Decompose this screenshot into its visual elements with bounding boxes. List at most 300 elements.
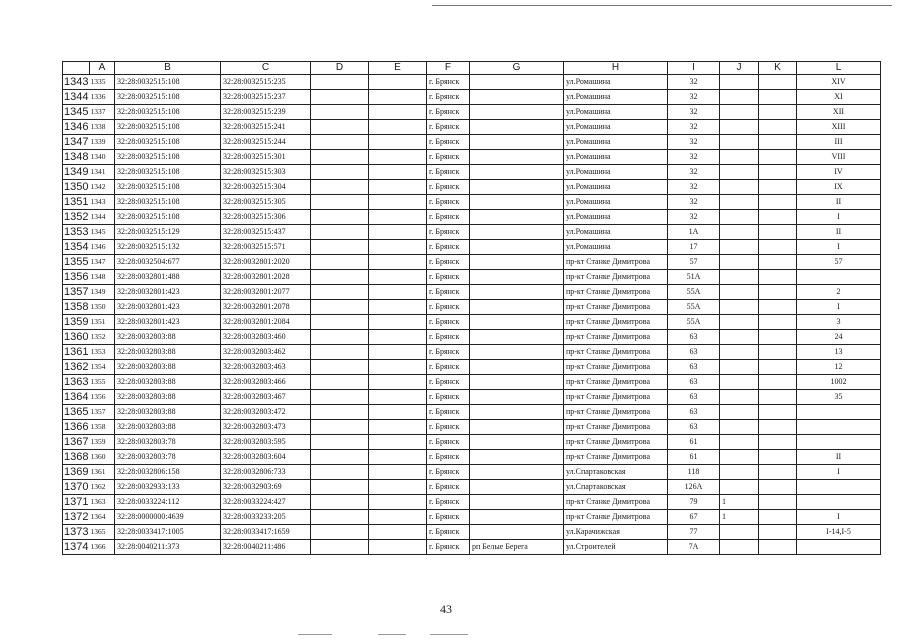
column-header-a[interactable]: A <box>89 62 114 75</box>
cell-d[interactable] <box>310 390 368 405</box>
cell-b[interactable]: 32:28:0032515:129 <box>114 225 220 240</box>
cell-a[interactable]: 1344 <box>89 210 114 225</box>
cell-f[interactable]: г. Брянск <box>426 360 469 375</box>
column-header[interactable]: F <box>426 62 469 75</box>
cell-j[interactable] <box>719 150 758 165</box>
cell-b[interactable]: 32:28:0032515:108 <box>114 165 220 180</box>
row-number[interactable]: 1350 <box>64 181 89 193</box>
cell-c[interactable]: 32:28:0032515:304 <box>220 180 310 195</box>
cell-l[interactable]: II <box>796 195 880 210</box>
cell-h[interactable]: пр-кт Станке Димитрова <box>563 270 667 285</box>
cell-d[interactable] <box>310 450 368 465</box>
cell-a[interactable]: 1360 <box>89 450 114 465</box>
row-number[interactable]: 1367 <box>64 436 89 448</box>
cell-d[interactable] <box>310 270 368 285</box>
cell-b[interactable]: 32:28:0032803:88 <box>114 330 220 345</box>
cell-h[interactable]: ул.Строителей <box>563 540 667 555</box>
cell-f[interactable]: г. Брянск <box>426 300 469 315</box>
cell-e[interactable] <box>368 285 426 300</box>
cell-b[interactable]: 32:28:0032803:88 <box>114 360 220 375</box>
cell-k[interactable] <box>758 195 796 210</box>
row-number[interactable]: 1358 <box>64 301 89 313</box>
cell-l[interactable]: 12 <box>796 360 880 375</box>
cell-h[interactable]: ул.Ромашина <box>563 105 667 120</box>
cell-k[interactable] <box>758 540 796 555</box>
cell-f[interactable]: г. Брянск <box>426 315 469 330</box>
column-header[interactable]: H <box>563 62 667 75</box>
cell-k[interactable] <box>758 300 796 315</box>
cell-b[interactable]: 32:28:0032803:88 <box>114 390 220 405</box>
cell-l[interactable]: XI <box>796 90 880 105</box>
cell-j[interactable] <box>719 465 758 480</box>
cell-a[interactable]: 1359 <box>89 435 114 450</box>
cell-b[interactable]: 32:28:0033224:112 <box>114 495 220 510</box>
cell-e[interactable] <box>368 75 426 90</box>
cell-a[interactable]: 1347 <box>89 255 114 270</box>
cell-k[interactable] <box>758 90 796 105</box>
cell-i[interactable]: 32 <box>667 210 719 225</box>
cell-i[interactable]: 63 <box>667 345 719 360</box>
row-number[interactable]: 1369 <box>64 466 89 478</box>
cell-h[interactable]: пр-кт Станке Димитрова <box>563 495 667 510</box>
cell-b[interactable]: 32:28:0032515:108 <box>114 210 220 225</box>
cell-g[interactable] <box>469 390 563 405</box>
cell-j[interactable] <box>719 105 758 120</box>
cell-e[interactable] <box>368 540 426 555</box>
cell-k[interactable] <box>758 150 796 165</box>
cell-k[interactable] <box>758 240 796 255</box>
cell-i[interactable]: 32 <box>667 165 719 180</box>
cell-l[interactable]: II <box>796 450 880 465</box>
row-number[interactable]: 1352 <box>64 211 89 223</box>
cell-c[interactable]: 32:28:0032515:237 <box>220 90 310 105</box>
cell-i[interactable]: 63 <box>667 330 719 345</box>
cell-c[interactable]: 32:28:0032515:239 <box>220 105 310 120</box>
cell-i[interactable]: 67 <box>667 510 719 525</box>
cell-j[interactable] <box>719 165 758 180</box>
cell-e[interactable] <box>368 345 426 360</box>
cell-j[interactable] <box>719 450 758 465</box>
cell-i[interactable]: 79 <box>667 495 719 510</box>
cell-j[interactable] <box>719 195 758 210</box>
row-number[interactable]: 1349 <box>64 166 89 178</box>
cell-e[interactable] <box>368 375 426 390</box>
cell-d[interactable] <box>310 300 368 315</box>
cell-h[interactable]: пр-кт Станке Димитрова <box>563 390 667 405</box>
cell-d[interactable] <box>310 435 368 450</box>
cell-g[interactable] <box>469 375 563 390</box>
cell-g[interactable] <box>469 270 563 285</box>
cell-h[interactable]: ул.Спартаковская <box>563 465 667 480</box>
cell-g[interactable] <box>469 465 563 480</box>
cell-j[interactable] <box>719 360 758 375</box>
cell-e[interactable] <box>368 270 426 285</box>
cell-a[interactable]: 1343 <box>89 195 114 210</box>
cell-e[interactable] <box>368 165 426 180</box>
cell-g[interactable] <box>469 300 563 315</box>
cell-a[interactable]: 1346 <box>89 240 114 255</box>
row-number[interactable]: 1362 <box>64 361 89 373</box>
cell-c[interactable]: 32:28:0033417:1659 <box>220 525 310 540</box>
cell-c[interactable]: 32:28:0032801:2028 <box>220 270 310 285</box>
cell-d[interactable] <box>310 510 368 525</box>
column-header[interactable]: L <box>796 62 880 75</box>
cell-j[interactable] <box>719 180 758 195</box>
cell-f[interactable]: г. Брянск <box>426 285 469 300</box>
cell-h[interactable]: ул.Ромашина <box>563 90 667 105</box>
cell-d[interactable] <box>310 210 368 225</box>
cell-e[interactable] <box>368 225 426 240</box>
cell-g[interactable] <box>469 150 563 165</box>
row-number[interactable]: 1357 <box>64 286 89 298</box>
cell-k[interactable] <box>758 210 796 225</box>
row-number[interactable]: 1374 <box>64 541 89 553</box>
column-header[interactable]: J <box>719 62 758 75</box>
cell-d[interactable] <box>310 150 368 165</box>
cell-g[interactable] <box>469 315 563 330</box>
cell-l[interactable]: 24 <box>796 330 880 345</box>
cell-f[interactable]: г. Брянск <box>426 195 469 210</box>
cell-d[interactable] <box>310 405 368 420</box>
cell-f[interactable]: г. Брянск <box>426 495 469 510</box>
cell-h[interactable]: ул.Ромашина <box>563 120 667 135</box>
cell-e[interactable] <box>368 90 426 105</box>
cell-k[interactable] <box>758 225 796 240</box>
cell-f[interactable]: г. Брянск <box>426 540 469 555</box>
cell-k[interactable] <box>758 510 796 525</box>
cell-g[interactable] <box>469 120 563 135</box>
cell-h[interactable]: пр-кт Станке Димитрова <box>563 300 667 315</box>
cell-a[interactable]: 1345 <box>89 225 114 240</box>
row-number[interactable]: 1360 <box>64 331 89 343</box>
cell-d[interactable] <box>310 495 368 510</box>
cell-i[interactable]: 126А <box>667 480 719 495</box>
cell-j[interactable] <box>719 435 758 450</box>
cell-d[interactable] <box>310 255 368 270</box>
cell-g[interactable] <box>469 525 563 540</box>
cell-b[interactable]: 32:28:0032803:78 <box>114 435 220 450</box>
cell-k[interactable] <box>758 420 796 435</box>
cell-l[interactable] <box>796 495 880 510</box>
cell-d[interactable] <box>310 135 368 150</box>
cell-h[interactable]: ул.Ромашина <box>563 75 667 90</box>
cell-f[interactable]: г. Брянск <box>426 330 469 345</box>
cell-h[interactable]: пр-кт Станке Димитрова <box>563 330 667 345</box>
cell-e[interactable] <box>368 420 426 435</box>
cell-k[interactable] <box>758 375 796 390</box>
row-number[interactable]: 1370 <box>64 481 89 493</box>
cell-f[interactable]: г. Брянск <box>426 165 469 180</box>
cell-j[interactable] <box>719 240 758 255</box>
cell-g[interactable] <box>469 345 563 360</box>
cell-e[interactable] <box>368 180 426 195</box>
cell-i[interactable]: 61 <box>667 450 719 465</box>
cell-k[interactable] <box>758 345 796 360</box>
cell-a[interactable]: 1340 <box>89 150 114 165</box>
cell-h[interactable]: пр-кт Станке Димитрова <box>563 420 667 435</box>
cell-l[interactable]: I <box>796 465 880 480</box>
cell-a[interactable]: 1342 <box>89 180 114 195</box>
cell-k[interactable] <box>758 465 796 480</box>
cell-h[interactable]: ул.Ромашина <box>563 135 667 150</box>
cell-c[interactable]: 32:28:0032806:733 <box>220 465 310 480</box>
cell-f[interactable]: г. Брянск <box>426 420 469 435</box>
row-number[interactable]: 1344 <box>64 91 89 103</box>
row-number[interactable]: 1363 <box>64 376 89 388</box>
cell-b[interactable]: 32:28:0032515:108 <box>114 195 220 210</box>
cell-c[interactable]: 32:28:0032515:306 <box>220 210 310 225</box>
cell-j[interactable] <box>719 225 758 240</box>
cell-e[interactable] <box>368 255 426 270</box>
cell-l[interactable]: 57 <box>796 255 880 270</box>
cell-g[interactable] <box>469 165 563 180</box>
cell-b[interactable]: 32:28:0032504:677 <box>114 255 220 270</box>
cell-e[interactable] <box>368 525 426 540</box>
cell-i[interactable]: 32 <box>667 180 719 195</box>
cell-d[interactable] <box>310 540 368 555</box>
cell-e[interactable] <box>368 405 426 420</box>
cell-c[interactable]: 32:28:0032801:2020 <box>220 255 310 270</box>
row-number[interactable]: 1353 <box>64 226 89 238</box>
cell-h[interactable]: пр-кт Станке Димитрова <box>563 360 667 375</box>
cell-c[interactable]: 32:28:0032803:472 <box>220 405 310 420</box>
cell-d[interactable] <box>310 465 368 480</box>
cell-b[interactable]: 32:28:0032515:108 <box>114 90 220 105</box>
row-number[interactable]: 1345 <box>64 106 89 118</box>
cell-e[interactable] <box>368 390 426 405</box>
cell-l[interactable]: XIII <box>796 120 880 135</box>
cell-b[interactable]: 32:28:0032806:158 <box>114 465 220 480</box>
cell-b[interactable]: 32:28:0032801:423 <box>114 300 220 315</box>
cell-j[interactable] <box>719 90 758 105</box>
row-number[interactable]: 1356 <box>64 271 89 283</box>
cell-f[interactable]: г. Брянск <box>426 435 469 450</box>
cell-e[interactable] <box>368 210 426 225</box>
cell-l[interactable]: I-14,I-5 <box>796 525 880 540</box>
cell-g[interactable] <box>469 240 563 255</box>
cell-a[interactable]: 1358 <box>89 420 114 435</box>
row-number[interactable]: 1355 <box>64 256 89 268</box>
cell-f[interactable]: г. Брянск <box>426 510 469 525</box>
cell-k[interactable] <box>758 255 796 270</box>
cell-a[interactable]: 1353 <box>89 345 114 360</box>
cell-h[interactable]: ул.Ромашина <box>563 225 667 240</box>
column-header[interactable]: C <box>220 62 310 75</box>
cell-d[interactable] <box>310 90 368 105</box>
cell-e[interactable] <box>368 315 426 330</box>
cell-j[interactable] <box>719 315 758 330</box>
cell-c[interactable]: 32:28:0032803:460 <box>220 330 310 345</box>
cell-c[interactable]: 32:28:0032515:244 <box>220 135 310 150</box>
cell-c[interactable]: 32:28:0032803:595 <box>220 435 310 450</box>
cell-b[interactable]: 32:28:0032803:88 <box>114 405 220 420</box>
cell-d[interactable] <box>310 285 368 300</box>
cell-k[interactable] <box>758 390 796 405</box>
cell-j[interactable] <box>719 210 758 225</box>
cell-j[interactable] <box>719 375 758 390</box>
cell-b[interactable]: 32:28:0032801:423 <box>114 315 220 330</box>
cell-k[interactable] <box>758 120 796 135</box>
cell-b[interactable]: 32:28:0033417:1005 <box>114 525 220 540</box>
cell-i[interactable]: 32 <box>667 105 719 120</box>
cell-l[interactable]: III <box>796 135 880 150</box>
cell-h[interactable]: ул.Ромашина <box>563 195 667 210</box>
cell-d[interactable] <box>310 315 368 330</box>
cell-e[interactable] <box>368 330 426 345</box>
cell-i[interactable]: 32 <box>667 120 719 135</box>
cell-h[interactable]: ул.Ромашина <box>563 210 667 225</box>
cell-j[interactable] <box>719 390 758 405</box>
corner-cell[interactable] <box>63 62 90 75</box>
cell-j[interactable]: 1 <box>719 510 758 525</box>
cell-c[interactable]: 32:28:0032803:466 <box>220 375 310 390</box>
cell-l[interactable]: I <box>796 210 880 225</box>
cell-c[interactable]: 32:28:0032903:69 <box>220 480 310 495</box>
cell-f[interactable]: г. Брянск <box>426 240 469 255</box>
cell-l[interactable]: I <box>796 240 880 255</box>
cell-g[interactable] <box>469 225 563 240</box>
cell-l[interactable] <box>796 540 880 555</box>
cell-f[interactable]: г. Брянск <box>426 345 469 360</box>
cell-f[interactable]: г. Брянск <box>426 90 469 105</box>
cell-i[interactable]: 55А <box>667 315 719 330</box>
cell-e[interactable] <box>368 360 426 375</box>
cell-b[interactable]: 32:28:0032515:108 <box>114 135 220 150</box>
cell-b[interactable]: 32:28:0032515:108 <box>114 180 220 195</box>
cell-h[interactable]: пр-кт Станке Димитрова <box>563 345 667 360</box>
cell-j[interactable] <box>719 135 758 150</box>
cell-f[interactable]: г. Брянск <box>426 150 469 165</box>
cell-c[interactable]: 32:28:0032515:303 <box>220 165 310 180</box>
cell-b[interactable]: 32:28:0040211:373 <box>114 540 220 555</box>
cell-e[interactable] <box>368 435 426 450</box>
row-number[interactable]: 1354 <box>64 241 89 253</box>
cell-c[interactable]: 32:28:0032801:2084 <box>220 315 310 330</box>
cell-l[interactable]: I <box>796 300 880 315</box>
row-number[interactable]: 1347 <box>64 136 89 148</box>
row-number[interactable]: 1351 <box>64 196 89 208</box>
cell-a[interactable]: 1363 <box>89 495 114 510</box>
cell-l[interactable]: IX <box>796 180 880 195</box>
cell-i[interactable]: 61 <box>667 435 719 450</box>
cell-k[interactable] <box>758 180 796 195</box>
cell-f[interactable]: г. Брянск <box>426 525 469 540</box>
cell-e[interactable] <box>368 135 426 150</box>
cell-k[interactable] <box>758 480 796 495</box>
row-number[interactable]: 1361 <box>64 346 89 358</box>
cell-a[interactable]: 1366 <box>89 540 114 555</box>
cell-a[interactable]: 1352 <box>89 330 114 345</box>
cell-c[interactable]: 32:28:0032515:437 <box>220 225 310 240</box>
cell-g[interactable] <box>469 435 563 450</box>
cell-d[interactable] <box>310 195 368 210</box>
row-number[interactable]: 1371 <box>64 496 89 508</box>
cell-k[interactable] <box>758 135 796 150</box>
cell-c[interactable]: 32:28:0032515:301 <box>220 150 310 165</box>
cell-b[interactable]: 32:28:0032801:488 <box>114 270 220 285</box>
cell-c[interactable]: 32:28:0032515:305 <box>220 195 310 210</box>
cell-i[interactable]: 51А <box>667 270 719 285</box>
cell-g[interactable] <box>469 480 563 495</box>
cell-g[interactable] <box>469 420 563 435</box>
cell-d[interactable] <box>310 525 368 540</box>
cell-g[interactable] <box>469 450 563 465</box>
cell-k[interactable] <box>758 165 796 180</box>
cell-b[interactable]: 32:28:0032801:423 <box>114 285 220 300</box>
cell-f[interactable]: г. Брянск <box>426 210 469 225</box>
cell-d[interactable] <box>310 330 368 345</box>
cell-e[interactable] <box>368 195 426 210</box>
cell-l[interactable] <box>796 420 880 435</box>
row-number[interactable]: 1368 <box>64 451 89 463</box>
cell-c[interactable]: 32:28:0033233:205 <box>220 510 310 525</box>
cell-i[interactable]: 55А <box>667 300 719 315</box>
cell-l[interactable] <box>796 270 880 285</box>
row-number[interactable]: 1373 <box>64 526 89 538</box>
cell-c[interactable]: 32:28:0033224:427 <box>220 495 310 510</box>
cell-e[interactable] <box>368 465 426 480</box>
cell-b[interactable]: 32:28:0000000:4639 <box>114 510 220 525</box>
cell-l[interactable] <box>796 435 880 450</box>
cell-i[interactable]: 32 <box>667 195 719 210</box>
cell-l[interactable]: 1002 <box>796 375 880 390</box>
cell-j[interactable] <box>719 285 758 300</box>
cell-a[interactable]: 1350 <box>89 300 114 315</box>
cell-b[interactable]: 32:28:0032933:133 <box>114 480 220 495</box>
cell-l[interactable]: 3 <box>796 315 880 330</box>
cell-d[interactable] <box>310 420 368 435</box>
cell-g[interactable] <box>469 90 563 105</box>
cell-e[interactable] <box>368 105 426 120</box>
cell-b[interactable]: 32:28:0032515:132 <box>114 240 220 255</box>
cell-c[interactable]: 32:28:0032515:241 <box>220 120 310 135</box>
cell-e[interactable] <box>368 240 426 255</box>
column-header[interactable]: K <box>758 62 796 75</box>
cell-l[interactable] <box>796 480 880 495</box>
cell-a[interactable]: 1364 <box>89 510 114 525</box>
cell-c[interactable]: 32:28:0032515:235 <box>220 75 310 90</box>
row-number[interactable]: 1346 <box>64 121 89 133</box>
cell-a[interactable]: 1357 <box>89 405 114 420</box>
column-header[interactable]: B <box>114 62 220 75</box>
cell-k[interactable] <box>758 405 796 420</box>
cell-a[interactable]: 1365 <box>89 525 114 540</box>
cell-d[interactable] <box>310 165 368 180</box>
cell-l[interactable]: II <box>796 225 880 240</box>
cell-b[interactable]: 32:28:0032803:88 <box>114 420 220 435</box>
cell-i[interactable]: 118 <box>667 465 719 480</box>
cell-c[interactable]: 32:28:0032803:467 <box>220 390 310 405</box>
cell-j[interactable] <box>719 480 758 495</box>
cell-f[interactable]: г. Брянск <box>426 120 469 135</box>
cell-a[interactable]: 1361 <box>89 465 114 480</box>
cell-g[interactable] <box>469 285 563 300</box>
cell-i[interactable]: 32 <box>667 75 719 90</box>
cell-g[interactable] <box>469 255 563 270</box>
cell-h[interactable]: ул.Карачижская <box>563 525 667 540</box>
cell-h[interactable]: пр-кт Станке Димитрова <box>563 450 667 465</box>
cell-i[interactable]: 32 <box>667 135 719 150</box>
cell-g[interactable] <box>469 135 563 150</box>
cell-b[interactable]: 32:28:0032803:88 <box>114 375 220 390</box>
cell-l[interactable]: 2 <box>796 285 880 300</box>
cell-h[interactable]: пр-кт Станке Димитрова <box>563 510 667 525</box>
cell-k[interactable] <box>758 360 796 375</box>
cell-j[interactable] <box>719 420 758 435</box>
cell-l[interactable]: 13 <box>796 345 880 360</box>
cell-l[interactable]: XIV <box>796 75 880 90</box>
cell-a[interactable]: 1351 <box>89 315 114 330</box>
